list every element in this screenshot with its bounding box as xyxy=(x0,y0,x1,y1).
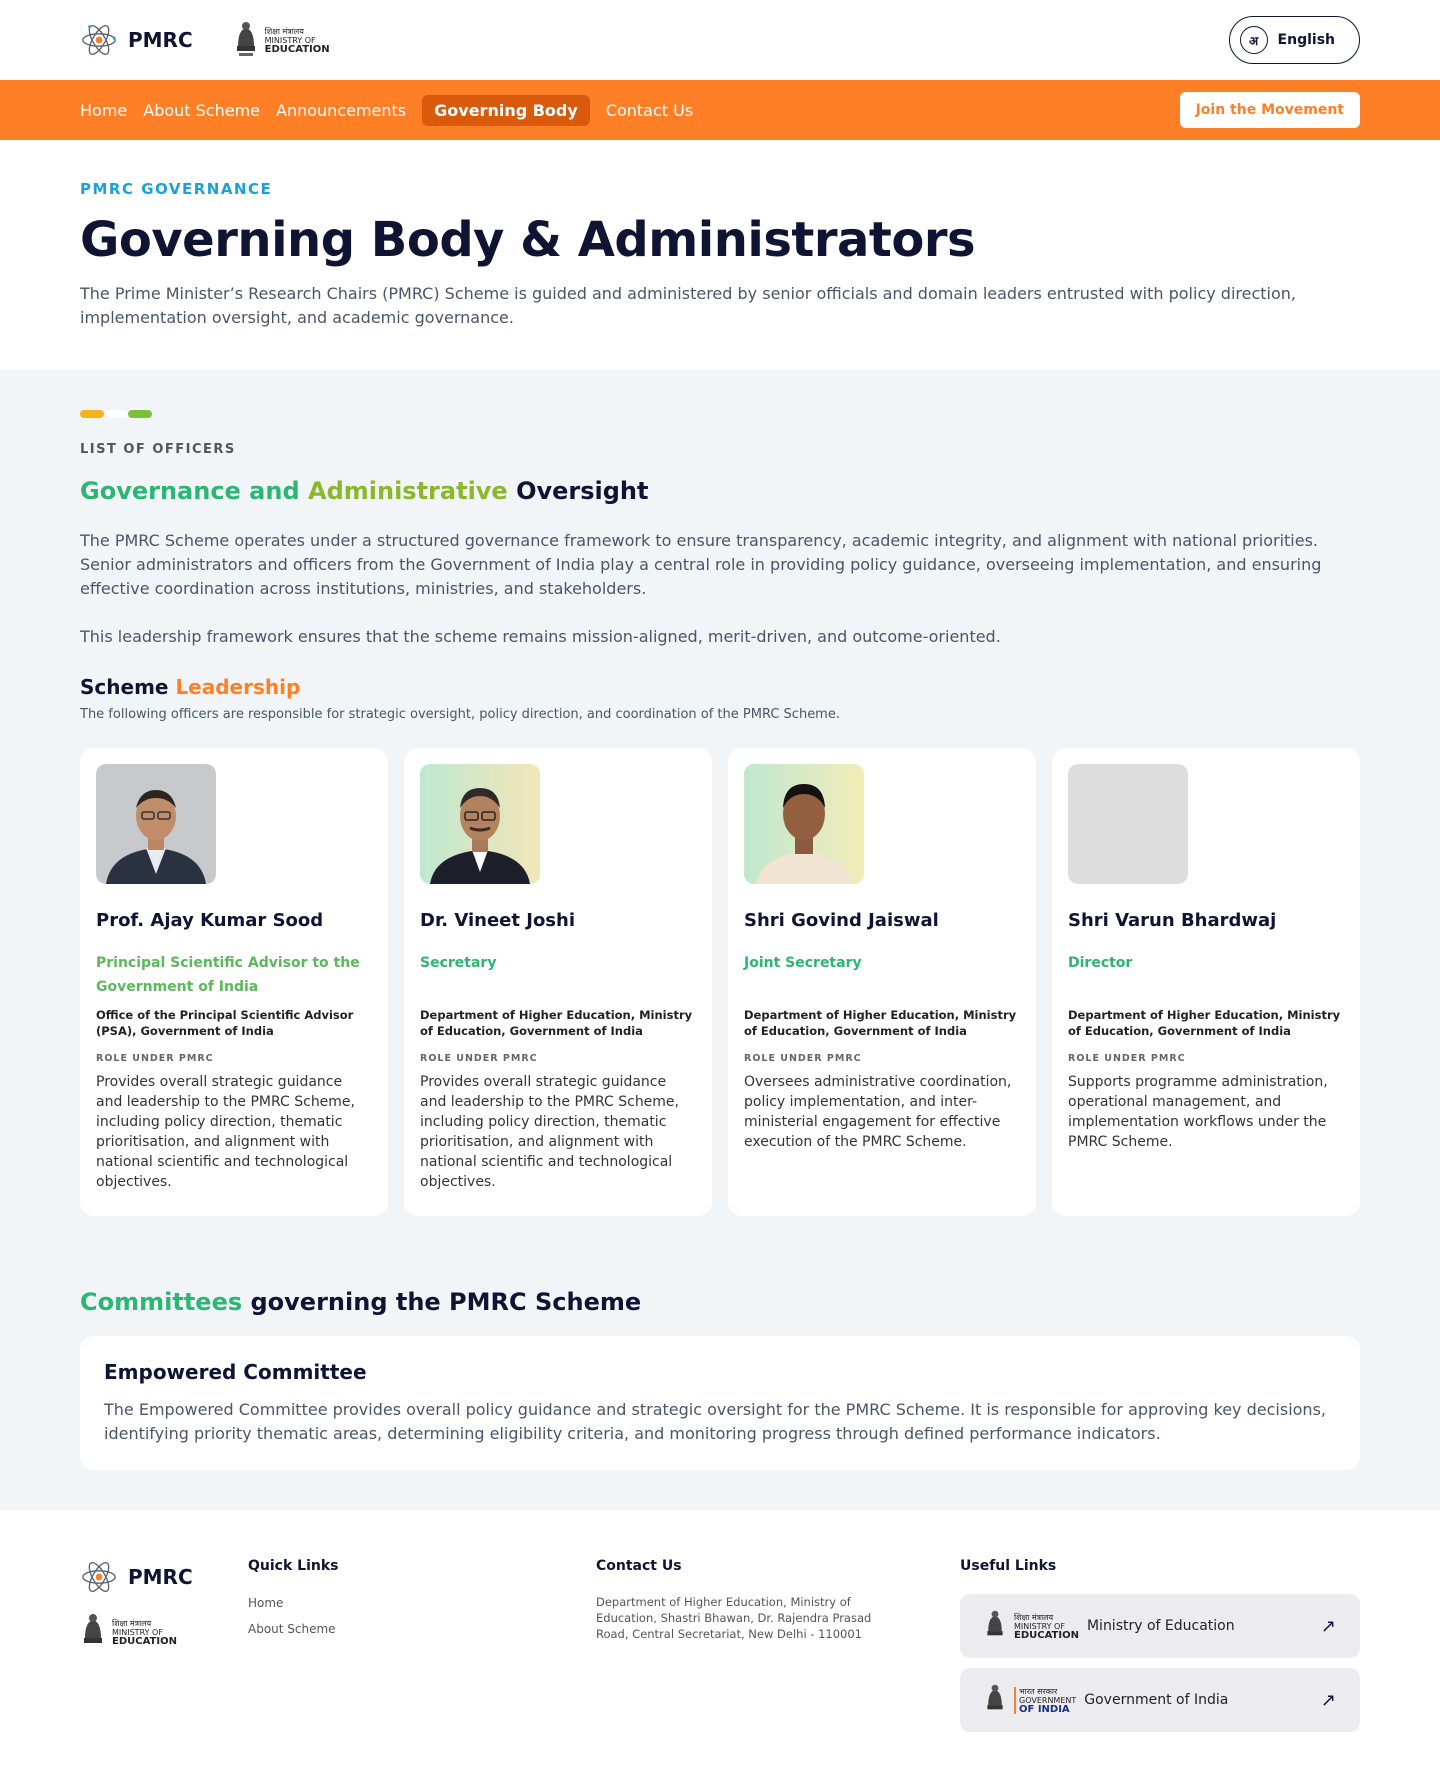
useful-link-left xyxy=(984,1609,1235,1643)
person-portrait-icon xyxy=(420,764,540,884)
officer-department: Office of the Principal Scientific Advisor (PSA), Government of India xyxy=(96,1008,354,1038)
logo-line3: OF INDIA xyxy=(1019,1703,1070,1715)
role-label: ROLE UNDER PMRC xyxy=(744,1053,862,1064)
logo-line1: भारत सरकार xyxy=(1019,1686,1058,1696)
officer-position: Director xyxy=(1068,955,1133,971)
quick-links xyxy=(248,1558,596,1732)
nav-about-scheme[interactable]: About Scheme xyxy=(143,100,261,120)
officer-name: Shri Varun Bhardwaj xyxy=(1068,910,1277,931)
officer-name: Prof. Ajay Kumar Sood xyxy=(96,910,324,931)
committees-title-rest: governing the PMRC Scheme xyxy=(242,1288,642,1316)
footer-pmrc-logo[interactable] xyxy=(80,1558,248,1596)
logo-line3: EDUCATION xyxy=(1014,1629,1079,1641)
title-part-governance: Governance and xyxy=(80,477,308,505)
nav-items xyxy=(80,95,693,126)
atom-icon xyxy=(80,21,118,59)
committee-name: Empowered Committee xyxy=(104,1360,367,1384)
logo-line2: MINISTRY OF xyxy=(1014,1621,1065,1631)
ministry-text xyxy=(265,27,330,54)
national-emblem-icon xyxy=(984,1609,1006,1643)
hero-description: The Prime Minister’s Research Chairs (PMRC) Scheme is guided and administered by senior officials and domain leaders entrusted with policy direction, implementation oversight, and academic governance. xyxy=(80,284,1296,327)
officers-paragraph-2: This leadership framework ensures that the scheme remains mission-aligned, merit-driven, and outcome-oriented. xyxy=(80,627,1001,646)
contact-address: Department of Higher Education, Ministry of Education, Shastri Bhawan, Dr. Rajendra Prasad Road, Central Secretariat, New Delhi - 110001 xyxy=(596,1595,872,1641)
ministry-line1: MINISTRY OF xyxy=(112,1627,163,1637)
logo-line2: GOVERNMENT xyxy=(1019,1695,1077,1705)
empowered-committee-card[interactable] xyxy=(80,1336,1360,1470)
officer-photo xyxy=(96,764,216,884)
useful-link-moe[interactable] xyxy=(960,1594,1360,1658)
useful-links-title: Useful Links xyxy=(960,1558,1057,1574)
nav-announcements[interactable]: Announcements xyxy=(276,100,407,120)
footer-ministry-logo[interactable] xyxy=(80,1612,248,1652)
useful-link-name: Government of India xyxy=(1084,1692,1229,1708)
title-part-oversight: Oversight xyxy=(507,477,649,505)
hero-section xyxy=(0,140,1440,370)
officer-name: Shri Govind Jaiswal xyxy=(744,910,939,931)
brand-name: PMRC xyxy=(128,28,193,52)
officer-cards xyxy=(80,748,1360,1216)
ministry-hindi: शिक्षा मंत्रालय xyxy=(112,1618,152,1628)
translate-icon: अ xyxy=(1240,26,1268,54)
useful-links xyxy=(960,1558,1360,1732)
national-emblem-icon xyxy=(80,1612,106,1652)
contact-title: Contact Us xyxy=(596,1558,682,1574)
useful-link-name: Ministry of Education xyxy=(1086,1618,1235,1634)
nav-contact-us[interactable]: Contact Us xyxy=(605,100,694,120)
person-portrait-icon xyxy=(96,764,216,884)
pmrc-logo[interactable] xyxy=(80,21,193,59)
officers-title xyxy=(80,477,1360,505)
footer-link-about[interactable]: About Scheme xyxy=(248,1622,336,1636)
officer-role: Provides overall strategic guidance and leadership to the PMRC Scheme, including policy direction, thematic prioritisation, and alignment with national scientific and technological objectives. xyxy=(96,1074,355,1190)
role-label: ROLE UNDER PMRC xyxy=(96,1053,214,1064)
ministry-logo[interactable] xyxy=(233,20,330,60)
footer-contact xyxy=(596,1558,960,1732)
footer-link-home[interactable]: Home xyxy=(248,1596,284,1610)
national-emblem-icon xyxy=(984,1683,1006,1717)
main-nav xyxy=(0,80,1440,140)
role-label: ROLE UNDER PMRC xyxy=(420,1053,538,1064)
officers-section xyxy=(0,370,1440,1510)
page-title: Governing Body & Administrators xyxy=(80,212,976,268)
footer-logos xyxy=(80,1558,248,1732)
officers-paragraph-1: The PMRC Scheme operates under a structured governance framework to ensure transparency, academic integrity, and alignment with national priorities. Senior administrators and officers from the Government of India play a central role in providing policy guidance, overseeing implementation, and ensuring effective coordination across institutions, ministries, and stakeholders. xyxy=(80,531,1322,598)
logo-line1: शिक्षा मंत्रालय xyxy=(1014,1612,1054,1622)
ministry-line1: MINISTRY OF xyxy=(264,35,316,45)
hero-eyebrow: PMRC GOVERNANCE xyxy=(80,180,273,198)
officer-department: Department of Higher Education, Ministry of Education, Government of India xyxy=(744,1008,1017,1038)
tricolor-divider xyxy=(80,410,152,418)
external-link-arrow-icon: ↗ xyxy=(1320,1689,1336,1711)
site-footer xyxy=(0,1510,1440,1772)
officer-position: Secretary xyxy=(420,955,497,971)
person-portrait-icon xyxy=(744,764,864,884)
officer-photo xyxy=(744,764,864,884)
officer-name: Dr. Vineet Joshi xyxy=(420,910,576,931)
officer-card[interactable] xyxy=(80,748,388,1216)
quick-links-title: Quick Links xyxy=(248,1558,339,1574)
title-part-administrative: Administrative xyxy=(308,477,508,505)
officer-position: Principal Scientific Advisor to the Government of India xyxy=(96,955,360,995)
ministry-text xyxy=(112,1619,177,1646)
officers-label: LIST OF OFFICERS xyxy=(80,442,236,457)
national-emblem-icon xyxy=(233,20,259,60)
ministry-line2: EDUCATION xyxy=(264,43,330,55)
committees-title xyxy=(80,1288,1360,1316)
useful-link-goi[interactable] xyxy=(960,1668,1360,1732)
join-movement-button[interactable]: Join the Movement xyxy=(1180,92,1360,128)
officer-position: Joint Secretary xyxy=(744,955,862,971)
moe-logo-text xyxy=(1014,1613,1079,1640)
committee-description: The Empowered Committee provides overall policy guidance and strategic oversight for the PMRC Scheme. It is responsible for approving key decisions, identifying priority thematic areas, determining eligibility criteria, and monitoring progress through defined performance indicators. xyxy=(104,1400,1326,1443)
officer-card[interactable] xyxy=(404,748,712,1216)
officer-photo xyxy=(420,764,540,884)
officer-role: Oversees administrative coordination, policy implementation, and inter-ministerial engagement for effective execution of the PMRC Scheme. xyxy=(744,1074,1012,1150)
nav-home[interactable]: Home xyxy=(80,100,128,120)
nav-governing-body[interactable]: Governing Body xyxy=(422,95,590,126)
officer-role: Supports programme administration, operational management, and implementation workflows under the PMRC Scheme. xyxy=(1068,1074,1328,1150)
leadership-description: The following officers are responsible for strategic oversight, policy direction, and coordination of the PMRC Scheme. xyxy=(80,707,840,722)
officer-card[interactable] xyxy=(1052,748,1360,1216)
officer-department: Department of Higher Education, Ministry of Education, Government of India xyxy=(420,1008,693,1038)
leadership-title xyxy=(80,675,1360,699)
ministry-line2: EDUCATION xyxy=(112,1635,177,1647)
useful-link-left xyxy=(984,1683,1228,1717)
officer-card[interactable] xyxy=(728,748,1036,1216)
officer-photo-placeholder xyxy=(1068,764,1188,884)
language-label: English xyxy=(1277,32,1335,48)
footer-brand-name: PMRC xyxy=(128,1565,193,1589)
top-header xyxy=(0,0,1440,80)
officer-role: Provides overall strategic guidance and leadership to the PMRC Scheme, including policy direction, thematic prioritisation, and alignment with national scientific and technological objectives. xyxy=(420,1074,679,1190)
atom-icon xyxy=(80,1558,118,1596)
brand-group xyxy=(80,20,330,60)
ministry-hindi: शिक्षा मंत्रालय xyxy=(264,26,304,36)
leadership-title-leadership: Leadership xyxy=(175,675,301,699)
leadership-title-scheme: Scheme xyxy=(80,675,176,699)
external-link-arrow-icon: ↗ xyxy=(1320,1615,1336,1637)
committees-title-highlight: Committees xyxy=(80,1288,243,1316)
language-selector[interactable] xyxy=(1229,16,1360,64)
officer-department: Department of Higher Education, Ministry of Education, Government of India xyxy=(1068,1008,1341,1038)
goi-logo-text xyxy=(1014,1687,1076,1714)
role-label: ROLE UNDER PMRC xyxy=(1068,1053,1186,1064)
